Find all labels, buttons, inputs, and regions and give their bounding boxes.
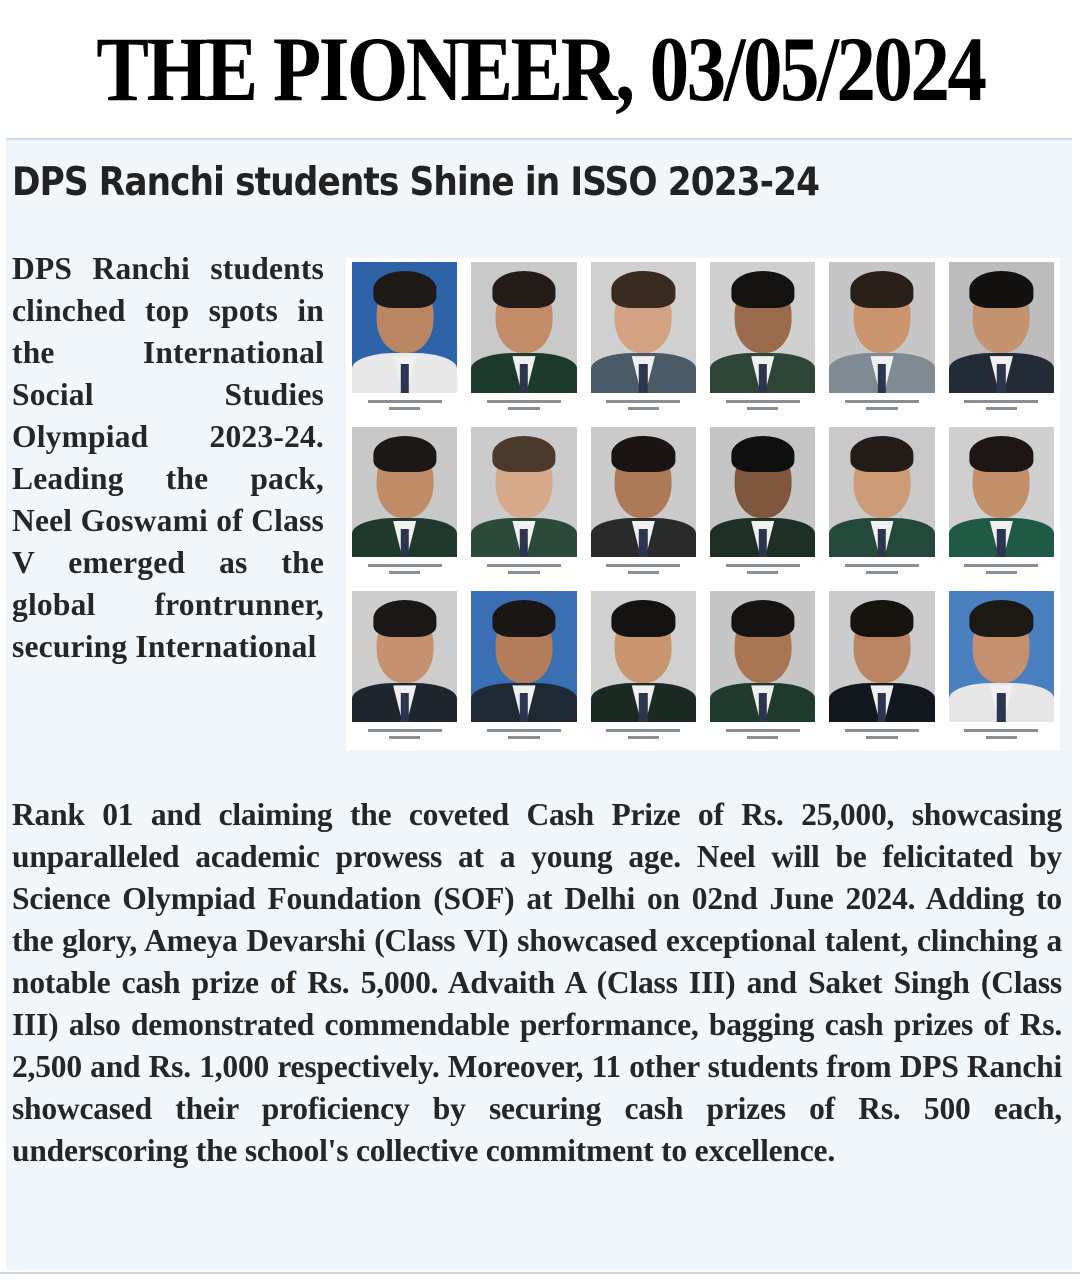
caption-line [606,400,680,403]
tie-shape [400,529,408,558]
caption-line [986,736,1018,739]
photo-caption [829,722,934,746]
article-clipping [6,138,1072,1270]
student-portrait [352,427,457,558]
caption-line [368,564,442,567]
caption-line [726,564,800,567]
student-photo [949,262,1054,417]
caption-line [628,571,660,574]
caption-line [986,407,1018,410]
student-portrait [710,262,815,393]
tie-shape [878,364,886,393]
caption-line [726,400,800,403]
caption-line [964,564,1038,567]
hair-shape [612,436,675,473]
student-portrait [352,591,457,722]
tie-shape [639,693,647,722]
student-portrait [829,427,934,558]
student-portrait [471,427,576,558]
photo-caption [829,393,934,417]
article-continued-paragraph: Rank 01 and claiming the coveted Cash Prize of Rs. 25,000, showcasing unparalleled academic prowess at a young age. Neel will be felicitated by Science Olympiad Foundation (SOF) at Delhi on 02nd June 2024. Adding to the glory, Ameya Devarshi (Class VI) showcased exceptional talent, clinching a notable cash prize of Rs. 5,000. Advaith A (Class III) and Saket Singh (Class III) also demonstrated commendable performance, bagging cash prizes of Rs. 2,500 and Rs. 1,000 respectively. Moreover, 11 other students from DPS Ranchi showcased their proficiency by securing cash prizes of Rs. 500 each, underscoring the school's collective commitment to excellence. [12,797,1062,1168]
caption-line [389,407,421,410]
hair-shape [970,600,1033,637]
student-photo [471,262,576,417]
student-photo [949,591,1054,746]
student-portrait [949,427,1054,558]
hair-shape [731,271,794,308]
photo-caption [591,393,696,417]
student-photo [352,262,457,417]
student-photo [829,262,934,417]
hair-shape [373,600,436,637]
caption-line [487,564,561,567]
photo-caption [829,557,934,581]
student-portrait [710,591,815,722]
hair-shape [850,271,913,308]
tie-shape [520,529,528,558]
student-portrait [591,427,696,558]
caption-line [389,571,421,574]
hair-shape [612,600,675,637]
photo-caption [591,722,696,746]
hair-shape [492,600,555,637]
student-photo [710,262,815,417]
caption-line [389,736,421,739]
tie-shape [997,364,1005,393]
student-portrait [829,262,934,393]
caption-line [845,400,919,403]
photo-caption [352,393,457,417]
tie-shape [758,529,766,558]
student-portrait [352,262,457,393]
student-photo [591,591,696,746]
student-photo [352,591,457,746]
student-photo-grid [346,258,1060,750]
student-portrait [710,427,815,558]
caption-line [606,729,680,732]
caption-line [628,736,660,739]
caption-line [726,729,800,732]
masthead [0,6,1080,131]
tie-shape [878,529,886,558]
hair-shape [373,271,436,308]
tie-shape [758,364,766,393]
newspaper-title: THE PIONEER, 03/05/2024 [95,17,985,120]
student-photo [591,262,696,417]
student-photo [710,427,815,582]
caption-line [866,736,898,739]
student-portrait [591,262,696,393]
caption-line [747,407,779,410]
tie-shape [520,364,528,393]
student-photo [949,427,1054,582]
photo-caption [949,557,1054,581]
student-portrait [949,262,1054,393]
caption-line [845,564,919,567]
caption-line [508,736,540,739]
divider [0,1272,1080,1274]
photo-caption [471,722,576,746]
hair-shape [492,436,555,473]
caption-line [368,400,442,403]
photo-caption [352,557,457,581]
student-photo [471,427,576,582]
photo-caption [710,557,815,581]
article-lead-paragraph: DPS Ranchi students clinched top spots in the International Social Studies Olympiad 2023-24. Leading the pack, Neel Goswami of Class V emerged as the global frontrunner, securing International [12,251,324,664]
hair-shape [970,436,1033,473]
hair-shape [970,271,1033,308]
caption-line [487,729,561,732]
hair-shape [731,436,794,473]
hair-shape [492,271,555,308]
tie-shape [878,693,886,722]
student-portrait [591,591,696,722]
student-photo [829,591,934,746]
caption-line [487,400,561,403]
student-portrait [829,591,934,722]
caption-line [866,407,898,410]
caption-line [628,407,660,410]
student-photo [471,591,576,746]
photo-caption [471,557,576,581]
photo-caption [949,393,1054,417]
caption-line [747,571,779,574]
photo-caption [949,722,1054,746]
caption-line [747,736,779,739]
hair-shape [731,600,794,637]
photo-caption [710,722,815,746]
caption-line [606,564,680,567]
tie-shape [520,693,528,722]
hair-shape [850,436,913,473]
caption-line [866,571,898,574]
photo-caption [710,393,815,417]
student-portrait [471,591,576,722]
student-photo [591,427,696,582]
tie-shape [400,364,408,393]
tie-shape [639,364,647,393]
tie-shape [997,529,1005,558]
article-headline: DPS Ranchi students Shine in ISSO 2023-24 [12,160,820,205]
caption-line [508,407,540,410]
caption-line [986,571,1018,574]
tie-shape [758,693,766,722]
caption-line [964,729,1038,732]
student-photo [710,591,815,746]
caption-line [508,571,540,574]
hair-shape [850,600,913,637]
student-portrait [949,591,1054,722]
caption-line [964,400,1038,403]
tie-shape [639,529,647,558]
student-portrait [471,262,576,393]
tie-shape [997,693,1005,722]
tie-shape [400,693,408,722]
caption-line [845,729,919,732]
hair-shape [373,436,436,473]
photo-caption [352,722,457,746]
photo-caption [591,557,696,581]
hair-shape [612,271,675,308]
student-photo [352,427,457,582]
caption-line [368,729,442,732]
student-photo [829,427,934,582]
photo-caption [471,393,576,417]
